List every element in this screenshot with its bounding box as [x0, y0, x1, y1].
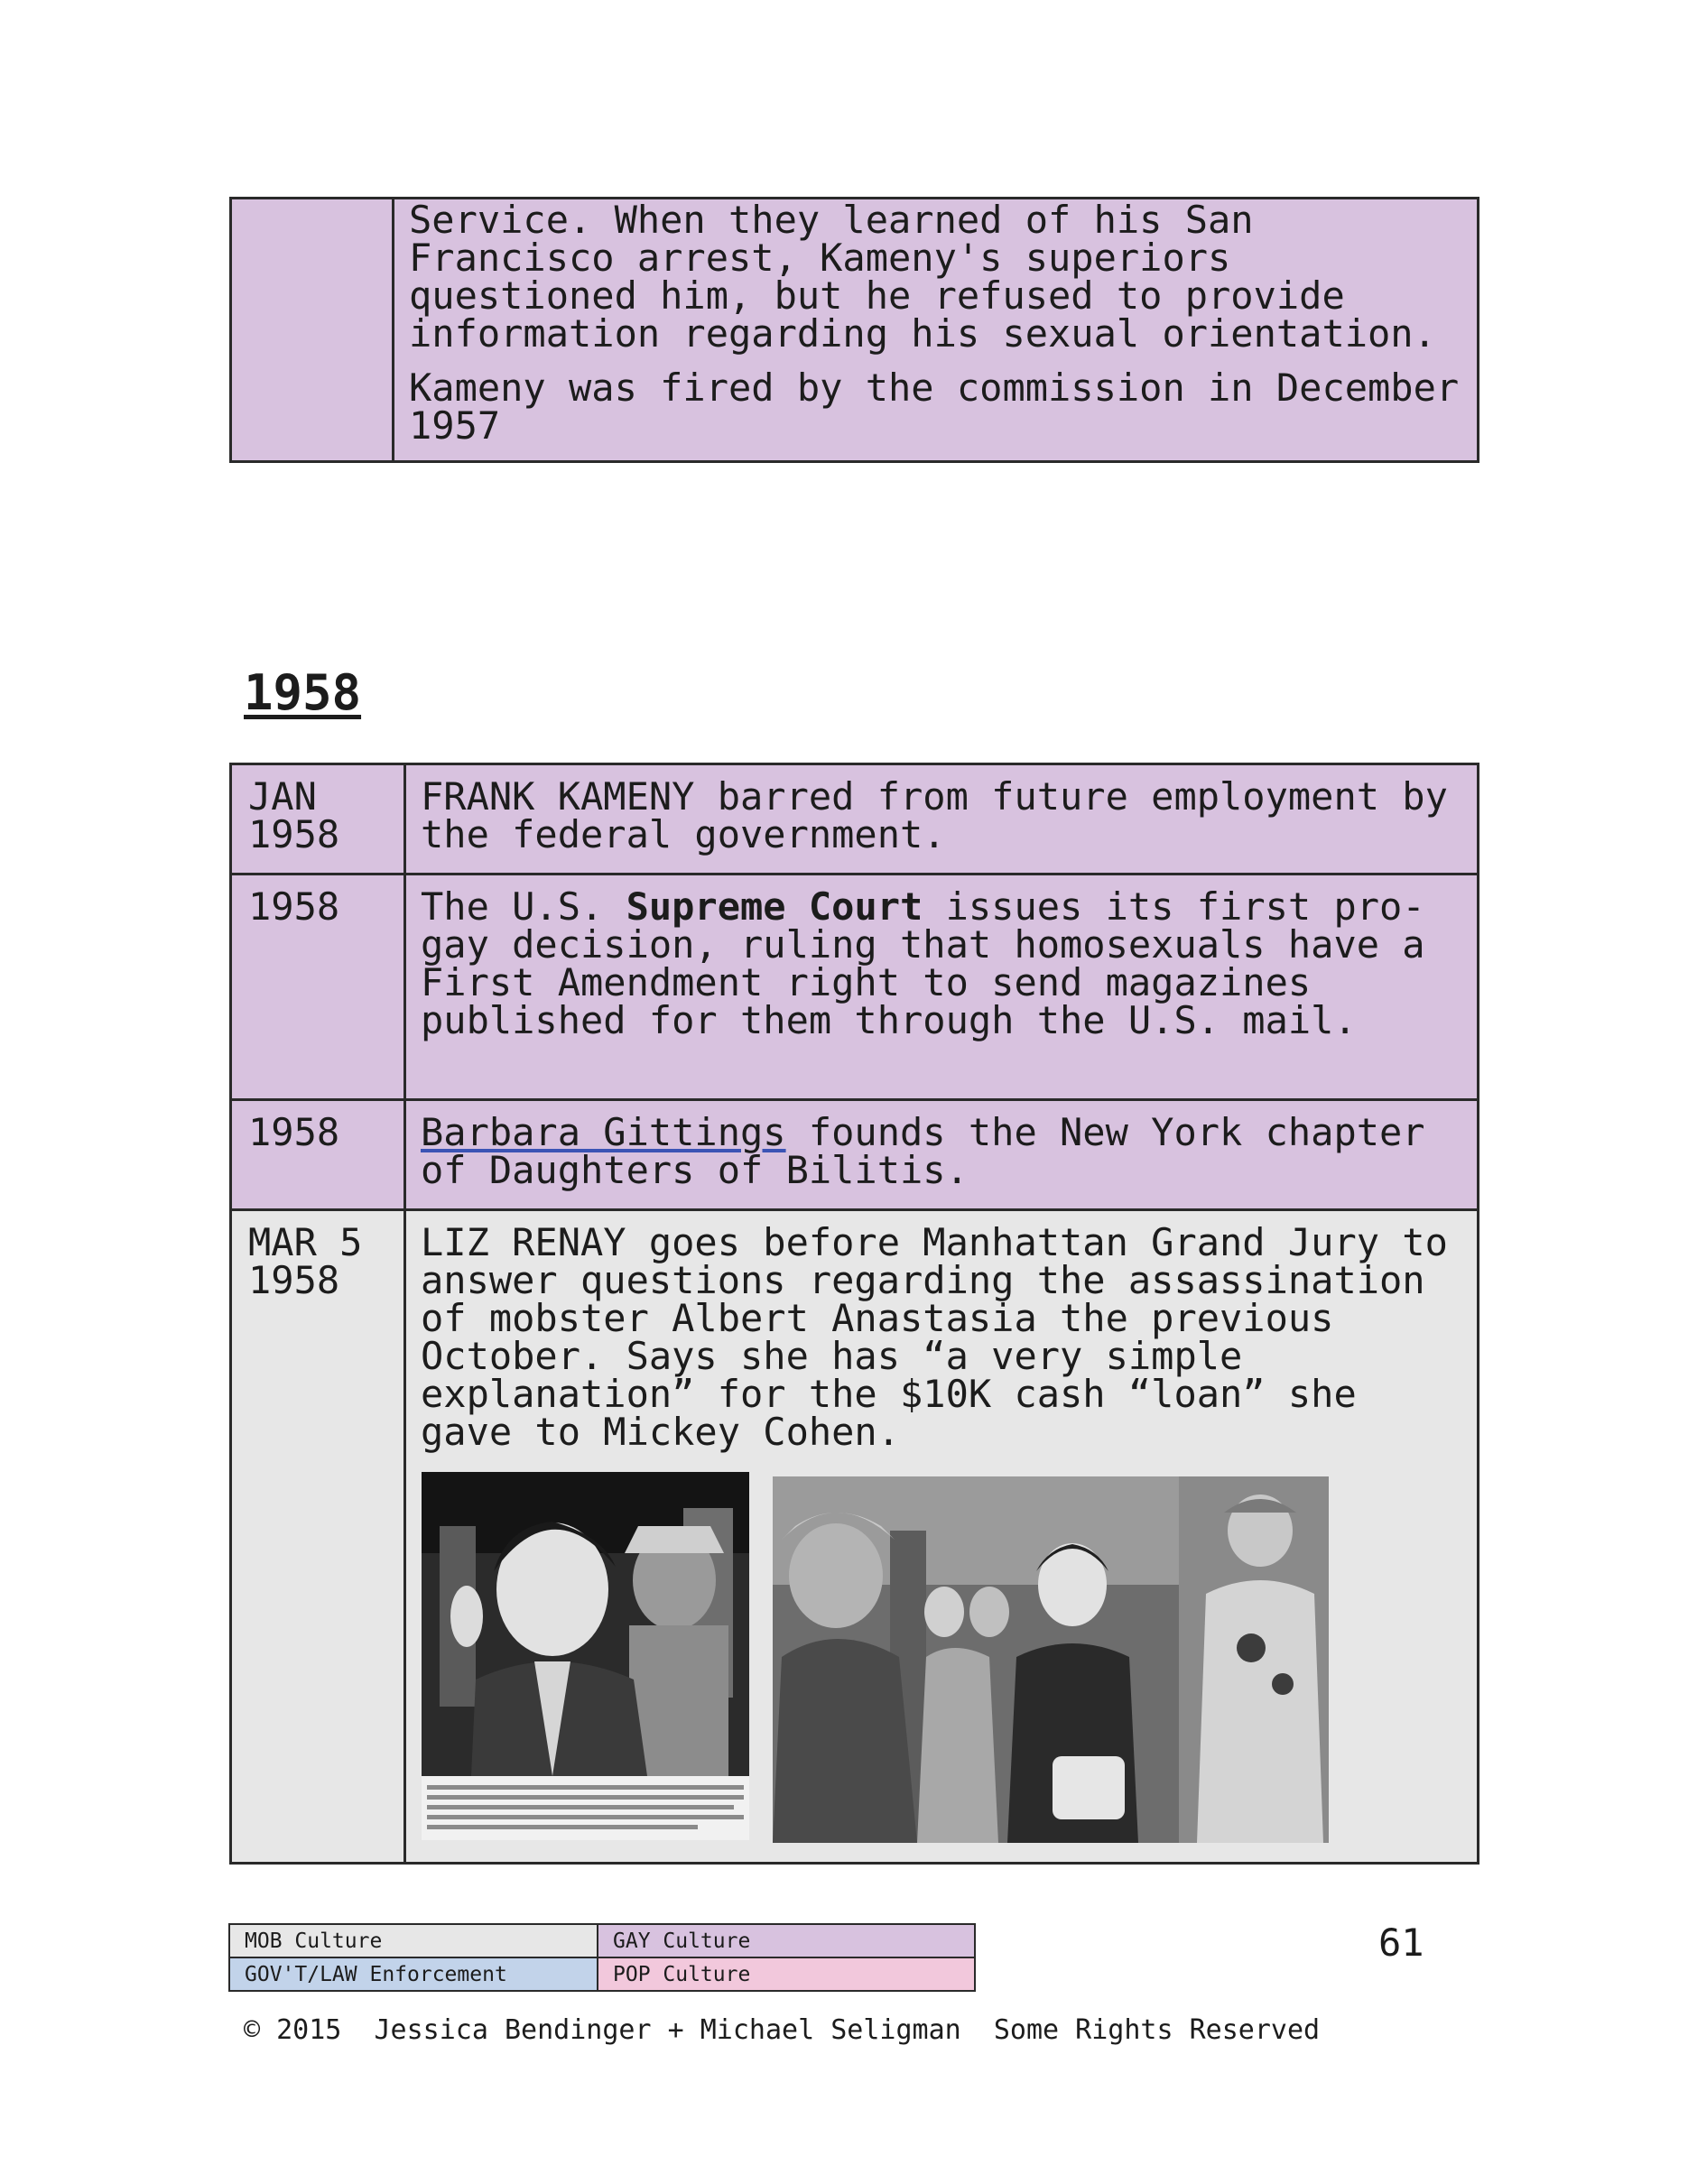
entry-description [394, 199, 1479, 462]
barbara-gittings-link[interactable]: Barbara Gittings [421, 1110, 786, 1154]
entry-date: 1958 [231, 875, 405, 1100]
liz-renay-press-photo [422, 1472, 749, 1840]
entry-date [231, 199, 394, 462]
legend-gay-culture: GAY Culture [598, 1924, 975, 1957]
entry-date: JAN 1958 [231, 764, 405, 875]
legend-pop-culture: POP Culture [598, 1957, 975, 1991]
page-number: 61 [1378, 1920, 1424, 1965]
table-row [231, 764, 1479, 875]
legend-mob-culture: MOB Culture [229, 1924, 598, 1957]
category-legend [228, 1923, 976, 1992]
table-row [231, 199, 1479, 462]
entry-description: FRANK KAMENY barred from future employment by the federal government. [405, 764, 1479, 875]
copyright-notice: © 2015 Jessica Bendinger + Michael Seligman Some Rights Reserved [244, 2014, 1321, 2046]
entry-text: founds the New York chapter of Daughters of Bilitis. [421, 1110, 1425, 1192]
entry-paragraph: Kameny was fired by the commission in December 1957 [409, 366, 1460, 448]
table-row [231, 875, 1479, 1100]
supreme-court-bold: Supreme Court [626, 884, 923, 929]
entry-paragraph: Service. When they learned of his San Francisco arrest, Kameny's superiors questioned him, but he refused to provide information regarding his sexual orientation. [409, 198, 1436, 356]
legend-govt-law: GOV'T/LAW Enforcement [229, 1957, 598, 1991]
entry-date: 1958 [231, 1100, 405, 1210]
entry-text: The U.S. [421, 884, 626, 929]
entry-text: issues its first pro-gay decision, ruling that homosexuals have a First Amendment right to send magazines published for them through the U.S. mail. [421, 884, 1425, 1042]
continuation-table [229, 197, 1479, 463]
year-heading: 1958 [244, 664, 362, 721]
entry-date: MAR 5 1958 [231, 1210, 405, 1864]
entry-description: LIZ RENAY goes before Manhattan Grand Jury to answer questions regarding the assassination of mobster Albert Anastasia the previous October. Says she has “a very simple explanation” for the $10K cash “loan” she gave to Mickey Cohen. [405, 1210, 1479, 1864]
entry-description [405, 875, 1479, 1100]
liz-renay-street-photo [773, 1476, 1329, 1843]
table-row [231, 1100, 1479, 1210]
entry-description [405, 1100, 1479, 1210]
